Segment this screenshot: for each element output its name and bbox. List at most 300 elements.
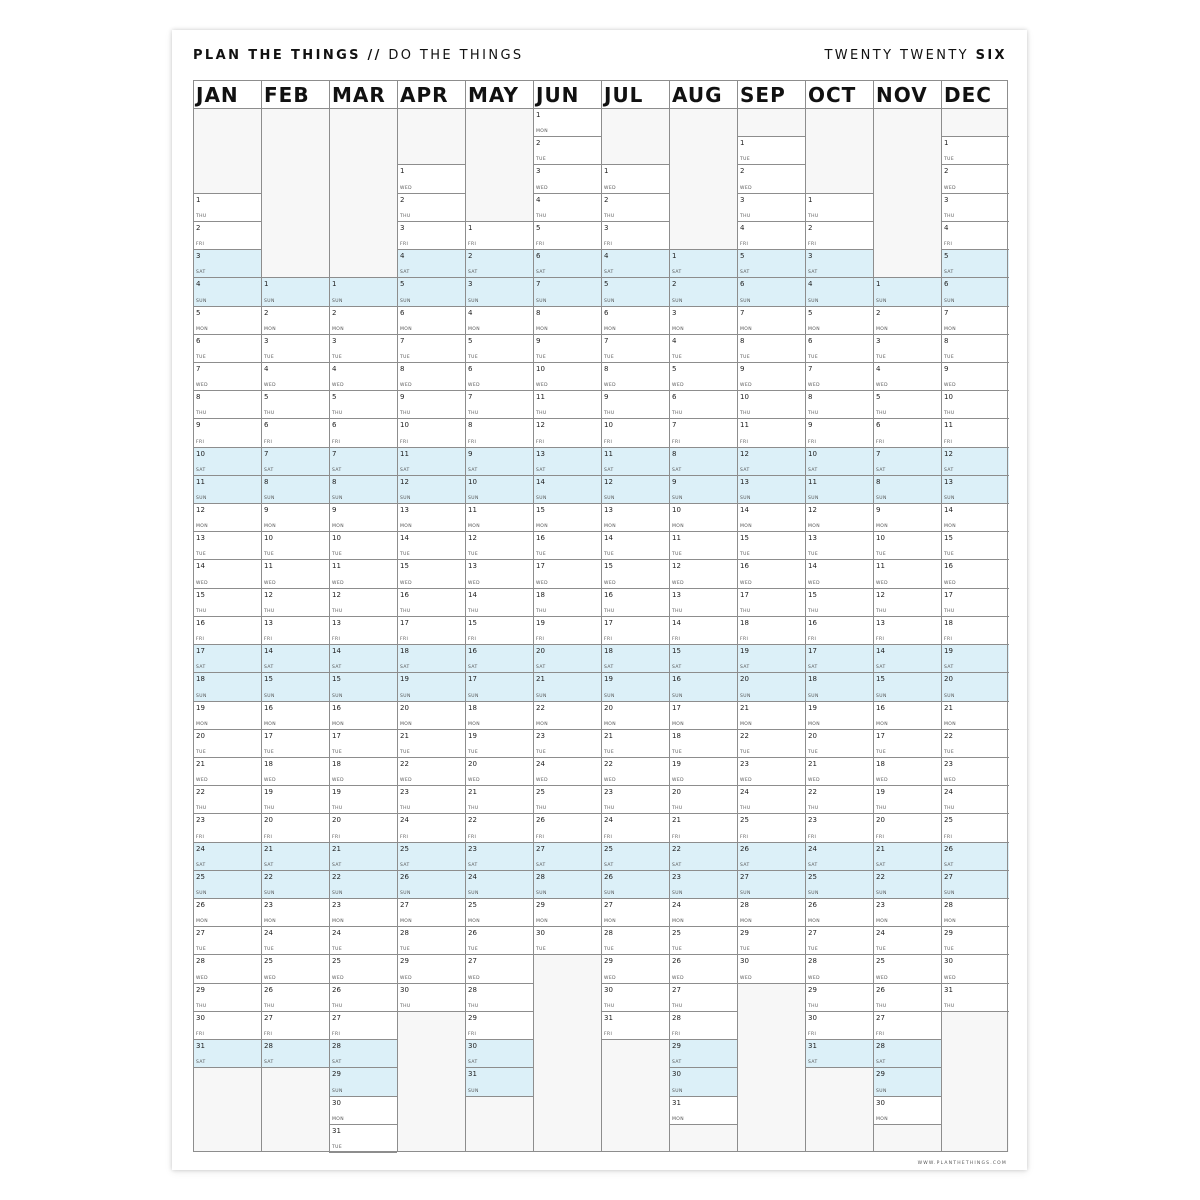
day-cell[interactable] [805,1011,873,1039]
day-cell[interactable] [533,531,601,559]
day-cell[interactable] [261,983,329,1011]
day-cell[interactable] [873,785,941,813]
day-cell[interactable] [193,898,261,926]
day-cell[interactable] [873,672,941,700]
day-cell[interactable] [329,1039,397,1067]
day-cell[interactable] [805,531,873,559]
day-cell[interactable] [941,531,1009,559]
day-cell[interactable] [737,193,805,221]
day-cell[interactable] [329,334,397,362]
day-cell[interactable] [941,193,1009,221]
day-cell[interactable] [193,418,261,446]
day-cell[interactable] [397,644,465,672]
day-cell[interactable] [601,475,669,503]
day-cell[interactable] [533,785,601,813]
day-cell[interactable] [465,870,533,898]
day-cell[interactable] [737,813,805,841]
day-cell[interactable] [873,559,941,587]
day-cell[interactable] [601,729,669,757]
day-cell[interactable] [941,616,1009,644]
day-cell[interactable] [737,842,805,870]
day-cell[interactable] [465,531,533,559]
day-cell[interactable] [193,249,261,277]
day-cell[interactable] [669,1096,737,1124]
day-cell[interactable] [329,757,397,785]
day-cell[interactable] [465,588,533,616]
day-cell[interactable] [941,842,1009,870]
day-cell[interactable] [805,644,873,672]
day-cell[interactable] [941,870,1009,898]
day-cell[interactable] [261,362,329,390]
day-cell[interactable] [941,306,1009,334]
day-cell[interactable] [465,644,533,672]
day-cell[interactable] [601,588,669,616]
day-cell[interactable] [873,701,941,729]
day-cell[interactable] [465,813,533,841]
day-cell[interactable] [261,757,329,785]
day-cell[interactable] [193,1039,261,1067]
day-cell[interactable] [805,813,873,841]
day-cell[interactable] [805,447,873,475]
day-cell[interactable] [397,221,465,249]
day-cell[interactable] [533,418,601,446]
day-cell[interactable] [669,926,737,954]
day-cell[interactable] [193,672,261,700]
day-cell[interactable] [601,418,669,446]
day-cell[interactable] [261,1039,329,1067]
day-cell[interactable] [737,249,805,277]
day-cell[interactable] [329,559,397,587]
day-cell[interactable] [873,870,941,898]
day-cell[interactable] [669,672,737,700]
day-cell[interactable] [737,785,805,813]
day-cell[interactable] [193,701,261,729]
day-cell[interactable] [261,334,329,362]
day-cell[interactable] [737,898,805,926]
day-cell[interactable] [465,334,533,362]
day-cell[interactable] [941,729,1009,757]
day-cell[interactable] [397,757,465,785]
day-cell[interactable] [601,334,669,362]
day-cell[interactable] [261,418,329,446]
day-cell[interactable] [533,306,601,334]
day-cell[interactable] [669,447,737,475]
day-cell[interactable] [669,813,737,841]
day-cell[interactable] [397,842,465,870]
day-cell[interactable] [329,362,397,390]
day-cell[interactable] [873,531,941,559]
day-cell[interactable] [193,334,261,362]
day-cell[interactable] [669,418,737,446]
day-cell[interactable] [261,447,329,475]
day-cell[interactable] [805,390,873,418]
day-cell[interactable] [193,306,261,334]
day-cell[interactable] [261,306,329,334]
day-cell[interactable] [941,785,1009,813]
day-cell[interactable] [261,954,329,982]
day-cell[interactable] [533,164,601,192]
day-cell[interactable] [397,729,465,757]
day-cell[interactable] [601,193,669,221]
day-cell[interactable] [737,334,805,362]
day-cell[interactable] [261,616,329,644]
day-cell[interactable] [873,616,941,644]
day-cell[interactable] [261,475,329,503]
day-cell[interactable] [669,390,737,418]
day-cell[interactable] [261,277,329,305]
day-cell[interactable] [397,418,465,446]
day-cell[interactable] [601,701,669,729]
day-cell[interactable] [465,701,533,729]
day-cell[interactable] [329,418,397,446]
day-cell[interactable] [669,898,737,926]
day-cell[interactable] [193,1011,261,1039]
day-cell[interactable] [533,334,601,362]
day-cell[interactable] [669,531,737,559]
day-cell[interactable] [669,983,737,1011]
day-cell[interactable] [873,1096,941,1124]
day-cell[interactable] [601,813,669,841]
day-cell[interactable] [193,559,261,587]
day-cell[interactable] [193,926,261,954]
day-cell[interactable] [805,785,873,813]
day-cell[interactable] [737,221,805,249]
day-cell[interactable] [533,193,601,221]
day-cell[interactable] [193,475,261,503]
day-cell[interactable] [873,1039,941,1067]
day-cell[interactable] [193,503,261,531]
day-cell[interactable] [805,418,873,446]
day-cell[interactable] [329,390,397,418]
day-cell[interactable] [941,418,1009,446]
day-cell[interactable] [805,277,873,305]
day-cell[interactable] [329,447,397,475]
day-cell[interactable] [329,926,397,954]
day-cell[interactable] [465,447,533,475]
day-cell[interactable] [601,842,669,870]
day-cell[interactable] [737,559,805,587]
day-cell[interactable] [533,729,601,757]
day-cell[interactable] [873,503,941,531]
day-cell[interactable] [873,334,941,362]
day-cell[interactable] [533,616,601,644]
day-cell[interactable] [465,475,533,503]
day-cell[interactable] [261,898,329,926]
day-cell[interactable] [737,475,805,503]
day-cell[interactable] [397,164,465,192]
day-cell[interactable] [329,531,397,559]
day-cell[interactable] [465,729,533,757]
day-cell[interactable] [329,277,397,305]
day-cell[interactable] [533,644,601,672]
day-cell[interactable] [601,898,669,926]
day-cell[interactable] [805,926,873,954]
day-cell[interactable] [601,249,669,277]
day-cell[interactable] [601,164,669,192]
day-cell[interactable] [805,1039,873,1067]
day-cell[interactable] [261,1011,329,1039]
day-cell[interactable] [941,136,1009,164]
day-cell[interactable] [873,475,941,503]
day-cell[interactable] [805,870,873,898]
day-cell[interactable] [261,588,329,616]
day-cell[interactable] [669,249,737,277]
day-cell[interactable] [329,1067,397,1095]
day-cell[interactable] [533,813,601,841]
day-cell[interactable] [873,729,941,757]
day-cell[interactable] [329,503,397,531]
day-cell[interactable] [941,644,1009,672]
day-cell[interactable] [193,785,261,813]
day-cell[interactable] [601,672,669,700]
day-cell[interactable] [193,729,261,757]
day-cell[interactable] [873,447,941,475]
day-cell[interactable] [193,644,261,672]
day-cell[interactable] [805,503,873,531]
day-cell[interactable] [397,362,465,390]
day-cell[interactable] [329,870,397,898]
day-cell[interactable] [261,531,329,559]
day-cell[interactable] [193,193,261,221]
day-cell[interactable] [465,672,533,700]
day-cell[interactable] [533,277,601,305]
day-cell[interactable] [329,983,397,1011]
day-cell[interactable] [737,588,805,616]
day-cell[interactable] [737,503,805,531]
day-cell[interactable] [193,531,261,559]
day-cell[interactable] [941,983,1009,1011]
day-cell[interactable] [193,447,261,475]
day-cell[interactable] [601,306,669,334]
day-cell[interactable] [873,644,941,672]
day-cell[interactable] [805,701,873,729]
day-cell[interactable] [397,475,465,503]
day-cell[interactable] [601,503,669,531]
day-cell[interactable] [533,559,601,587]
day-cell[interactable] [805,954,873,982]
day-cell[interactable] [465,785,533,813]
day-cell[interactable] [329,672,397,700]
day-cell[interactable] [669,785,737,813]
day-cell[interactable] [601,277,669,305]
day-cell[interactable] [601,362,669,390]
day-cell[interactable] [533,390,601,418]
day-cell[interactable] [533,588,601,616]
day-cell[interactable] [805,898,873,926]
day-cell[interactable] [737,390,805,418]
day-cell[interactable] [533,672,601,700]
day-cell[interactable] [261,390,329,418]
day-cell[interactable] [397,447,465,475]
day-cell[interactable] [533,136,601,164]
day-cell[interactable] [669,475,737,503]
day-cell[interactable] [737,418,805,446]
day-cell[interactable] [193,954,261,982]
day-cell[interactable] [669,1067,737,1095]
day-cell[interactable] [805,362,873,390]
day-cell[interactable] [533,842,601,870]
day-cell[interactable] [261,559,329,587]
day-cell[interactable] [601,447,669,475]
day-cell[interactable] [261,672,329,700]
day-cell[interactable] [737,926,805,954]
day-cell[interactable] [397,503,465,531]
day-cell[interactable] [669,1039,737,1067]
day-cell[interactable] [465,362,533,390]
day-cell[interactable] [533,221,601,249]
day-cell[interactable] [737,362,805,390]
day-cell[interactable] [601,221,669,249]
day-cell[interactable] [329,785,397,813]
day-cell[interactable] [397,559,465,587]
day-cell[interactable] [737,672,805,700]
day-cell[interactable] [805,475,873,503]
day-cell[interactable] [465,306,533,334]
day-cell[interactable] [941,475,1009,503]
day-cell[interactable] [737,870,805,898]
day-cell[interactable] [669,616,737,644]
day-cell[interactable] [805,559,873,587]
day-cell[interactable] [737,164,805,192]
day-cell[interactable] [805,249,873,277]
day-cell[interactable] [941,503,1009,531]
day-cell[interactable] [465,616,533,644]
day-cell[interactable] [397,334,465,362]
day-cell[interactable] [873,362,941,390]
day-cell[interactable] [193,390,261,418]
day-cell[interactable] [941,221,1009,249]
day-cell[interactable] [329,1096,397,1124]
day-cell[interactable] [193,221,261,249]
day-cell[interactable] [805,672,873,700]
day-cell[interactable] [873,898,941,926]
day-cell[interactable] [805,334,873,362]
day-cell[interactable] [873,954,941,982]
day-cell[interactable] [941,757,1009,785]
day-cell[interactable] [873,757,941,785]
day-cell[interactable] [465,842,533,870]
day-cell[interactable] [805,983,873,1011]
day-cell[interactable] [737,531,805,559]
day-cell[interactable] [397,390,465,418]
day-cell[interactable] [329,898,397,926]
day-cell[interactable] [805,757,873,785]
day-cell[interactable] [533,870,601,898]
day-cell[interactable] [329,701,397,729]
day-cell[interactable] [397,870,465,898]
day-cell[interactable] [941,813,1009,841]
day-cell[interactable] [397,983,465,1011]
day-cell[interactable] [465,757,533,785]
day-cell[interactable] [873,1067,941,1095]
day-cell[interactable] [805,306,873,334]
day-cell[interactable] [465,277,533,305]
day-cell[interactable] [261,813,329,841]
day-cell[interactable] [601,390,669,418]
day-cell[interactable] [669,559,737,587]
day-cell[interactable] [669,842,737,870]
day-cell[interactable] [737,277,805,305]
day-cell[interactable] [873,926,941,954]
day-cell[interactable] [465,983,533,1011]
day-cell[interactable] [805,842,873,870]
day-cell[interactable] [261,842,329,870]
day-cell[interactable] [397,813,465,841]
day-cell[interactable] [465,418,533,446]
day-cell[interactable] [465,954,533,982]
day-cell[interactable] [397,616,465,644]
day-cell[interactable] [941,559,1009,587]
day-cell[interactable] [465,221,533,249]
day-cell[interactable] [601,1011,669,1039]
day-cell[interactable] [397,701,465,729]
day-cell[interactable] [601,644,669,672]
day-cell[interactable] [669,644,737,672]
day-cell[interactable] [601,926,669,954]
day-cell[interactable] [193,616,261,644]
day-cell[interactable] [941,701,1009,729]
day-cell[interactable] [737,136,805,164]
day-cell[interactable] [873,588,941,616]
day-cell[interactable] [533,362,601,390]
day-cell[interactable] [465,249,533,277]
day-cell[interactable] [601,785,669,813]
day-cell[interactable] [397,306,465,334]
day-cell[interactable] [329,616,397,644]
day-cell[interactable] [397,588,465,616]
day-cell[interactable] [261,729,329,757]
day-cell[interactable] [261,785,329,813]
day-cell[interactable] [465,1067,533,1095]
day-cell[interactable] [737,757,805,785]
day-cell[interactable] [397,193,465,221]
day-cell[interactable] [261,701,329,729]
day-cell[interactable] [397,249,465,277]
day-cell[interactable] [669,503,737,531]
day-cell[interactable] [261,870,329,898]
day-cell[interactable] [465,926,533,954]
day-cell[interactable] [533,701,601,729]
day-cell[interactable] [873,306,941,334]
day-cell[interactable] [397,926,465,954]
day-cell[interactable] [669,757,737,785]
day-cell[interactable] [193,813,261,841]
day-cell[interactable] [873,418,941,446]
day-cell[interactable] [805,588,873,616]
day-cell[interactable] [193,362,261,390]
day-cell[interactable] [465,1039,533,1067]
day-cell[interactable] [329,1011,397,1039]
day-cell[interactable] [737,701,805,729]
day-cell[interactable] [601,531,669,559]
day-cell[interactable] [193,277,261,305]
day-cell[interactable] [941,898,1009,926]
day-cell[interactable] [329,306,397,334]
day-cell[interactable] [329,475,397,503]
day-cell[interactable] [669,306,737,334]
day-cell[interactable] [805,729,873,757]
day-cell[interactable] [805,616,873,644]
day-cell[interactable] [805,193,873,221]
day-cell[interactable] [193,870,261,898]
day-cell[interactable] [737,447,805,475]
day-cell[interactable] [669,277,737,305]
day-cell[interactable] [465,1011,533,1039]
day-cell[interactable] [601,616,669,644]
day-cell[interactable] [669,701,737,729]
day-cell[interactable] [261,644,329,672]
day-cell[interactable] [941,164,1009,192]
